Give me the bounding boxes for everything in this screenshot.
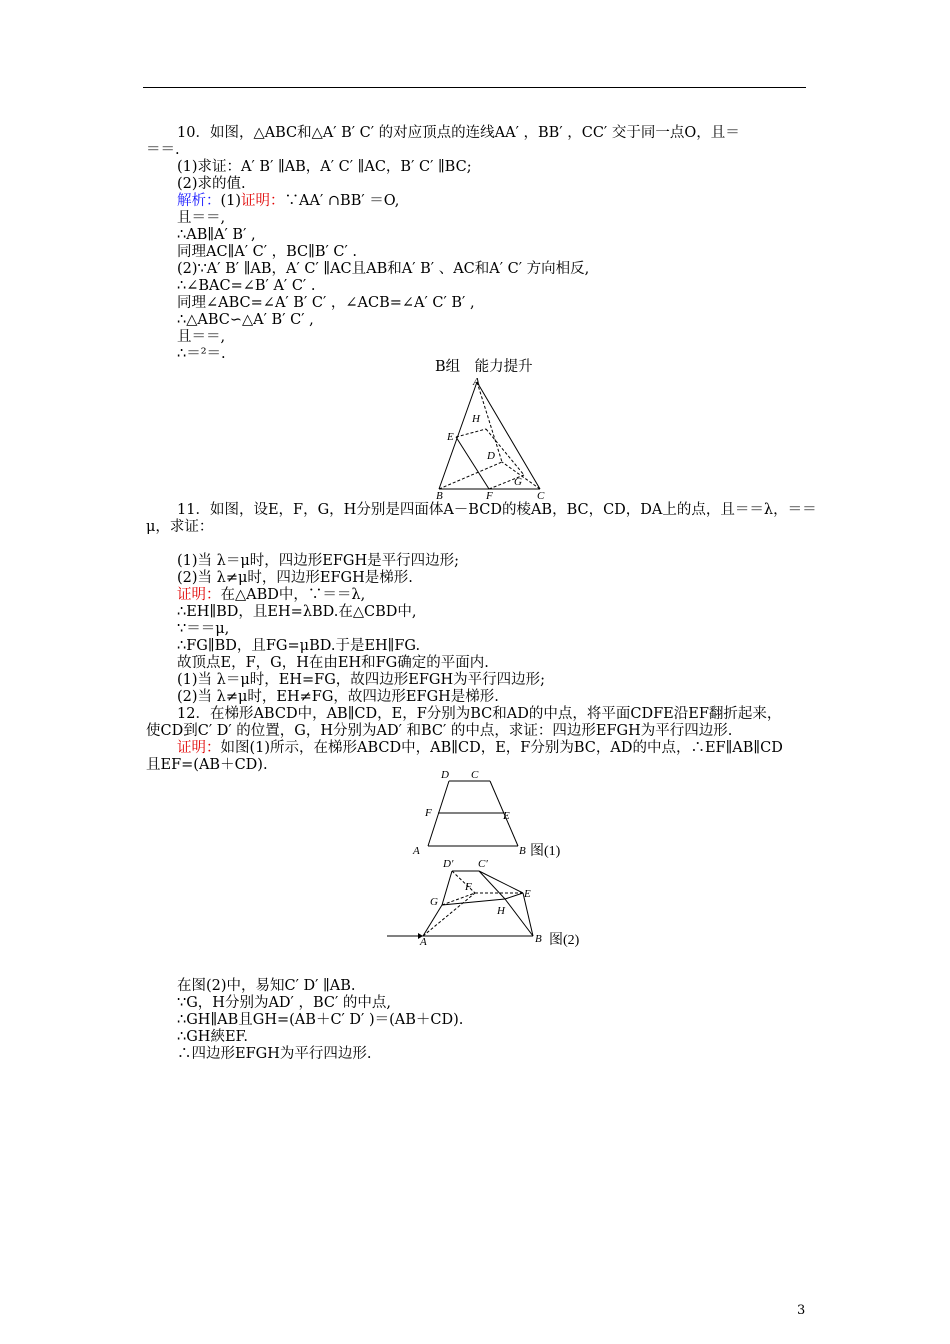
- label-A: A: [420, 936, 427, 948]
- figure-1-caption: 图(1): [530, 844, 561, 859]
- q10-line-12: ∴△ABC∽△A′ B′ C′ ,: [177, 312, 314, 328]
- q12-line-7: ∴GH∥AB且GH=(AB＋C′ D′ )＝(AB＋CD).: [177, 1012, 464, 1028]
- label-H: H: [497, 905, 505, 917]
- label-A: A: [473, 376, 480, 388]
- label-C: C: [537, 490, 545, 502]
- label-D: D: [487, 450, 495, 462]
- label-B: B: [519, 845, 526, 857]
- q11-line-3: (1)当 λ＝μ时，四边形EFGH是平行四边形;: [177, 553, 460, 569]
- q10-line-14: ∴＝²＝.: [177, 346, 226, 362]
- folded-figure-2: [385, 852, 595, 952]
- proof-label: 证明：: [177, 740, 221, 756]
- header-rule: [143, 87, 806, 88]
- label-B: B: [436, 490, 443, 502]
- q11-line-11: (2)当 λ≠μ时，EH≠FG，故四边形EFGH是梯形.: [177, 689, 499, 705]
- q11-line-2: μ，求证：: [146, 519, 214, 535]
- label-E: E: [447, 431, 454, 443]
- q12-line-4: 且EF=(AB＋CD).: [146, 757, 268, 773]
- q10-line-3: (1)求证：A′ B′ ∥AB，A′ C′ ∥AC，B′ C′ ∥BC;: [177, 159, 472, 175]
- label-F: F: [465, 881, 472, 893]
- q12-line-6: ∵G，H分别为AD′ ，BC′ 的中点,: [177, 995, 391, 1011]
- label-G: G: [514, 476, 522, 488]
- q10-line-7: ∴AB∥A′ B′ ,: [177, 227, 256, 243]
- q11-line-10: (1)当 λ＝μ时，EH=FG，故四边形EFGH为平行四边形;: [177, 672, 546, 688]
- proof-label: 证明：: [177, 587, 221, 603]
- trapezoid-figure-1: [405, 764, 580, 860]
- q10-line-6: 且＝＝,: [177, 210, 226, 226]
- q10-line-9: (2)∵A′ B′ ∥AB，A′ C′ ∥AC且AB和A′ B′ 、AC和A′ C′ 方向相反,: [177, 261, 590, 277]
- q12-line-1: 12．在梯形ABCD中，AB∥CD，E，F分别为BC和AD的中点，将平面CDFE沿EF翻折起来，: [177, 706, 782, 722]
- label-C: C: [471, 769, 479, 781]
- label-D-prime: D′: [443, 858, 454, 870]
- q11-line-6: ∴EH∥BD，且EH=λBD.在△CBD中,: [177, 604, 417, 620]
- label-F: F: [486, 490, 493, 502]
- tetrahedron-figure: [432, 374, 552, 502]
- q10-line-4: (2)求的值.: [177, 176, 246, 192]
- q12-line-9: ∴四边形EFGH为平行四边形.: [177, 1046, 372, 1062]
- q10-line-13: 且＝＝,: [177, 329, 226, 345]
- q10-line-8: 同理AC∥A′ C′ ，BC∥B′ C′ .: [177, 244, 358, 260]
- q10-line-1: 10．如图，△ABC和△A′ B′ C′ 的对应顶点的连线AA′ ，BB′ ，CC′ 交于同一点O，且＝: [177, 125, 740, 141]
- q10-solution-line: 解析：(1)证明：∵AA′ ∩BB′ ＝O,: [177, 193, 400, 209]
- label-A: A: [413, 845, 420, 857]
- label-E: E: [524, 888, 531, 900]
- label-H: H: [472, 413, 480, 425]
- label-D: D: [441, 769, 449, 781]
- label-G: G: [430, 896, 438, 908]
- group-b-title: B组 能力提升: [435, 359, 533, 375]
- q11-line-8: ∴FG∥BD，且FG=μBD.于是EH∥FG.: [177, 638, 421, 654]
- q10-line-11: 同理∠ABC=∠A′ B′ C′ ，∠ACB=∠A′ C′ B′ ,: [177, 295, 475, 311]
- proof-label: 证明：: [241, 193, 285, 209]
- q11-proof-line: 证明：在△ABD中，∵＝＝λ,: [177, 587, 366, 603]
- label-B: B: [535, 933, 542, 945]
- q12-proof-line: 证明：如图(1)所示，在梯形ABCD中，AB∥CD，E，F分别为BC，AD的中点，∴EF∥AB∥CD: [177, 740, 783, 756]
- label-F: F: [425, 807, 432, 819]
- q11-line-4: (2)当 λ≠μ时，四边形EFGH是梯形.: [177, 570, 413, 586]
- q12-line-2: 使CD到C′ D′ 的位置，G，H分别为AD′ 和BC′ 的中点，求证：四边形EFGH为平行四边形.: [146, 723, 733, 739]
- q11-line-1: 11．如图，设E，F，G，H分别是四面体A－BCD的棱AB，BC，CD，DA上的点，且＝＝λ，＝＝: [177, 502, 817, 518]
- q10-line-10: ∴∠BAC=∠B′ A′ C′ .: [177, 278, 316, 294]
- label-E: E: [503, 810, 510, 822]
- solution-label: 解析：: [177, 193, 221, 209]
- figure-2-caption: 图(2): [549, 933, 580, 948]
- q11-line-9: 故顶点E，F，G，H在由EH和FG确定的平面内.: [177, 655, 489, 671]
- label-C-prime: C′: [478, 858, 488, 870]
- q10-line-2: ＝＝.: [146, 142, 180, 158]
- q12-line-5: 在图(2)中，易知C′ D′ ∥AB.: [177, 978, 356, 994]
- page-number: 3: [797, 1303, 806, 1318]
- q11-line-7: ∵＝＝μ,: [177, 621, 230, 637]
- q12-line-8: ∴GH綊EF.: [177, 1029, 248, 1045]
